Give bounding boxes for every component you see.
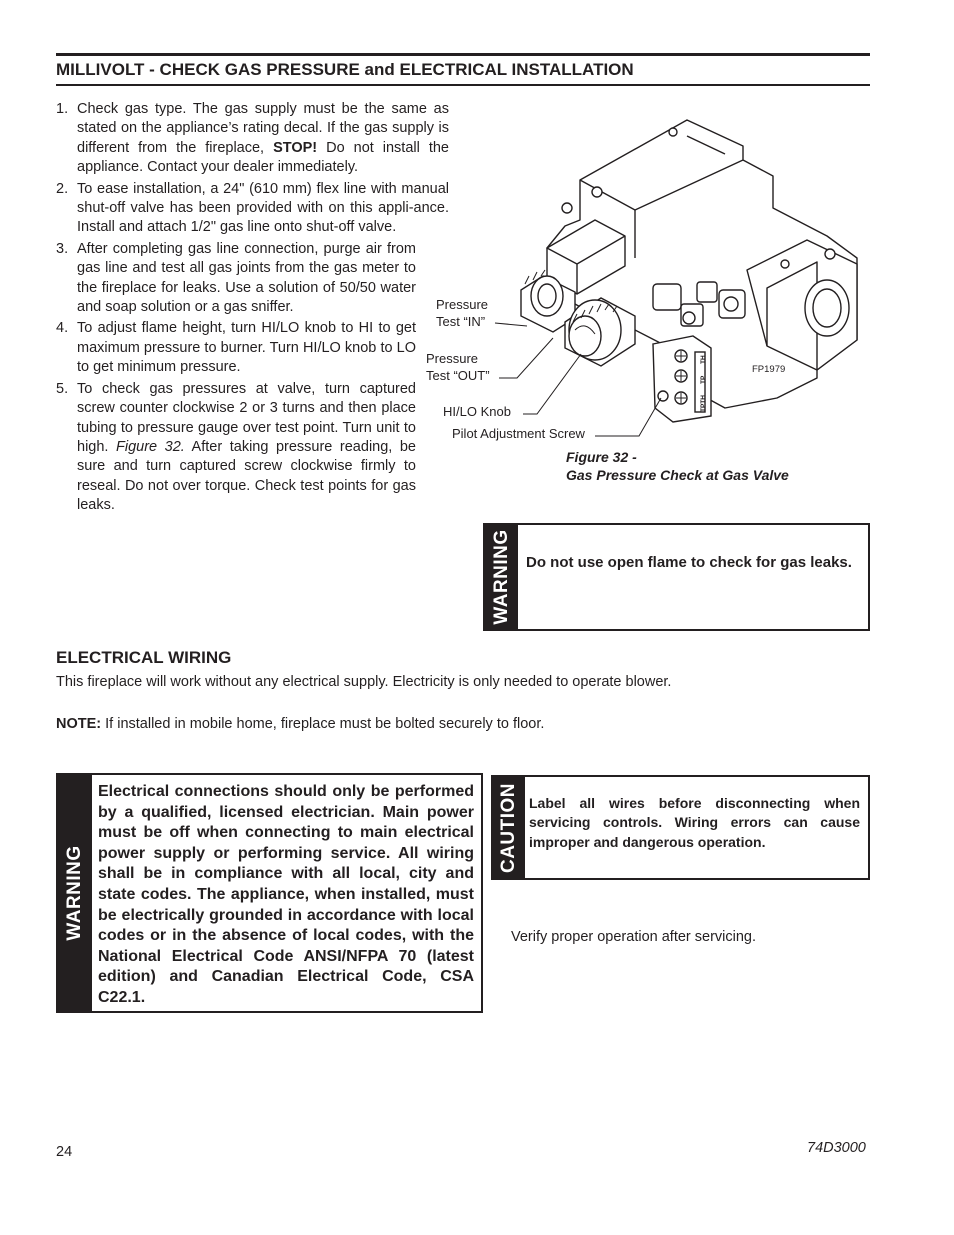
- caption-line-1: Figure 32 -: [566, 449, 637, 465]
- caution-tab: CAUTION: [493, 777, 525, 878]
- step-number: 1.: [56, 101, 69, 117]
- gas-valve-figure: [425, 108, 870, 458]
- step-text: To adjust flame height, turn HI/LO knob to HI to get maximum pressure to burner. Turn HI/LO knob to LO to get minimum pressure.: [77, 320, 416, 376]
- label-hilo-knob: HI/LO Knob: [443, 404, 511, 419]
- warning-text: Electrical connections should only be performed by a qualified, licensed electrician. Main power must be off when connecting to main electrical power supply or performing service. All wiring shall be in compliance with all local, city and state codes. The appliance, when installed, must be electrically grounded in accordance with local codes or in the absence of local codes, with the National Electrical Code ANSI/NFPA 70 (latest edition) and Canadian Electrical Code, CSA C22.1.: [98, 783, 474, 1006]
- terminal-label-th: TH: [700, 355, 707, 364]
- warning-tab: WARNING: [58, 775, 92, 1011]
- step-text: To check gas pressures at valve, turn captured screw counter clockwise 2 or 3 turns and then place tubing to pressure gauge over test point. Turn unit to high. Figure 32. After taking pressure reading, be sure and turn captured screw clockwise firmly to reseal. Do not over torque. Check test points for gas leaks.: [77, 380, 416, 514]
- electrical-note: NOTE: If installed in mobile home, fireplace must be bolted securely to floor.: [56, 716, 545, 732]
- document-number: 74D3000: [807, 1140, 866, 1156]
- gas-leak-warning: [483, 523, 870, 631]
- caption-line-2: Gas Pressure Check at Gas Valve: [566, 467, 789, 483]
- stop-emphasis: STOP!: [273, 139, 318, 156]
- label-pressure-out-2: Test “OUT”: [426, 368, 490, 383]
- step-item: [56, 180, 449, 238]
- figure-code: FP1979: [752, 364, 786, 375]
- note-label: NOTE:: [56, 716, 102, 732]
- step-number: 2.: [56, 180, 69, 197]
- caution-text: Label all wires before disconnecting when servicing controls. Wiring errors can cause improper and dangerous operation.: [529, 795, 860, 850]
- label-pressure-in-2: Test “IN”: [436, 314, 486, 329]
- step-text: After completing gas line connection, purge air from gas line and test all gas joints from the gas meter to the fireplace for leaks. Use a solution of 50/50 water and soap solution or a gas sniffer.: [77, 240, 416, 316]
- step-item: [56, 319, 416, 377]
- warning-tab: WARNING: [485, 525, 518, 629]
- step-number: 4.: [56, 320, 69, 337]
- verify-text: Verify proper operation after servicing.: [511, 929, 757, 945]
- gas-check-steps: [56, 100, 449, 518]
- figure-caption: [566, 448, 789, 484]
- electrical-heading: ELECTRICAL WIRING: [56, 648, 232, 667]
- label-pressure-in: Pressure: [436, 297, 489, 312]
- step-item: [56, 240, 416, 318]
- page-number: 24: [56, 1144, 73, 1160]
- step-text: Check gas type. The gas supply must be the same as stated on the appliance’s rating decal. If the gas supply is different from the fireplace, STOP! Do not install the appliance. Contact your dealer immediately.: [77, 101, 449, 176]
- electrical-paragraph: This fireplace will work without any electrical supply. Electricity is only needed to operate blower.: [56, 674, 672, 690]
- step-item: [56, 100, 449, 178]
- header-rule-top: [56, 53, 870, 56]
- label-pressure-out: Pressure: [426, 351, 479, 366]
- terminal-label-tp: TP: [700, 375, 707, 384]
- step-number: 3.: [56, 240, 69, 257]
- step-number: 5.: [56, 380, 69, 397]
- electrical-warning: [56, 773, 483, 1013]
- warning-text: Do not use open flame to check for gas leaks.: [526, 554, 852, 571]
- wiring-caution: [491, 775, 870, 880]
- header-rule-bottom: [56, 84, 870, 86]
- step-item: [56, 380, 416, 516]
- figure-reference: Figure 32.: [116, 438, 185, 455]
- terminal-label-tpth: TPTH: [700, 395, 707, 412]
- step-text: To ease installation, a 24" (610 mm) flex line with manual shut-off valve has been provided with on this appli-ance. Install and attach 1/2" gas line onto shut-off valve.: [77, 180, 449, 236]
- label-pilot-screw: Pilot Adjustment Screw: [452, 426, 585, 441]
- page-title: MILLIVOLT - CHECK GAS PRESSURE and ELECTRICAL INSTALLATION: [56, 60, 634, 79]
